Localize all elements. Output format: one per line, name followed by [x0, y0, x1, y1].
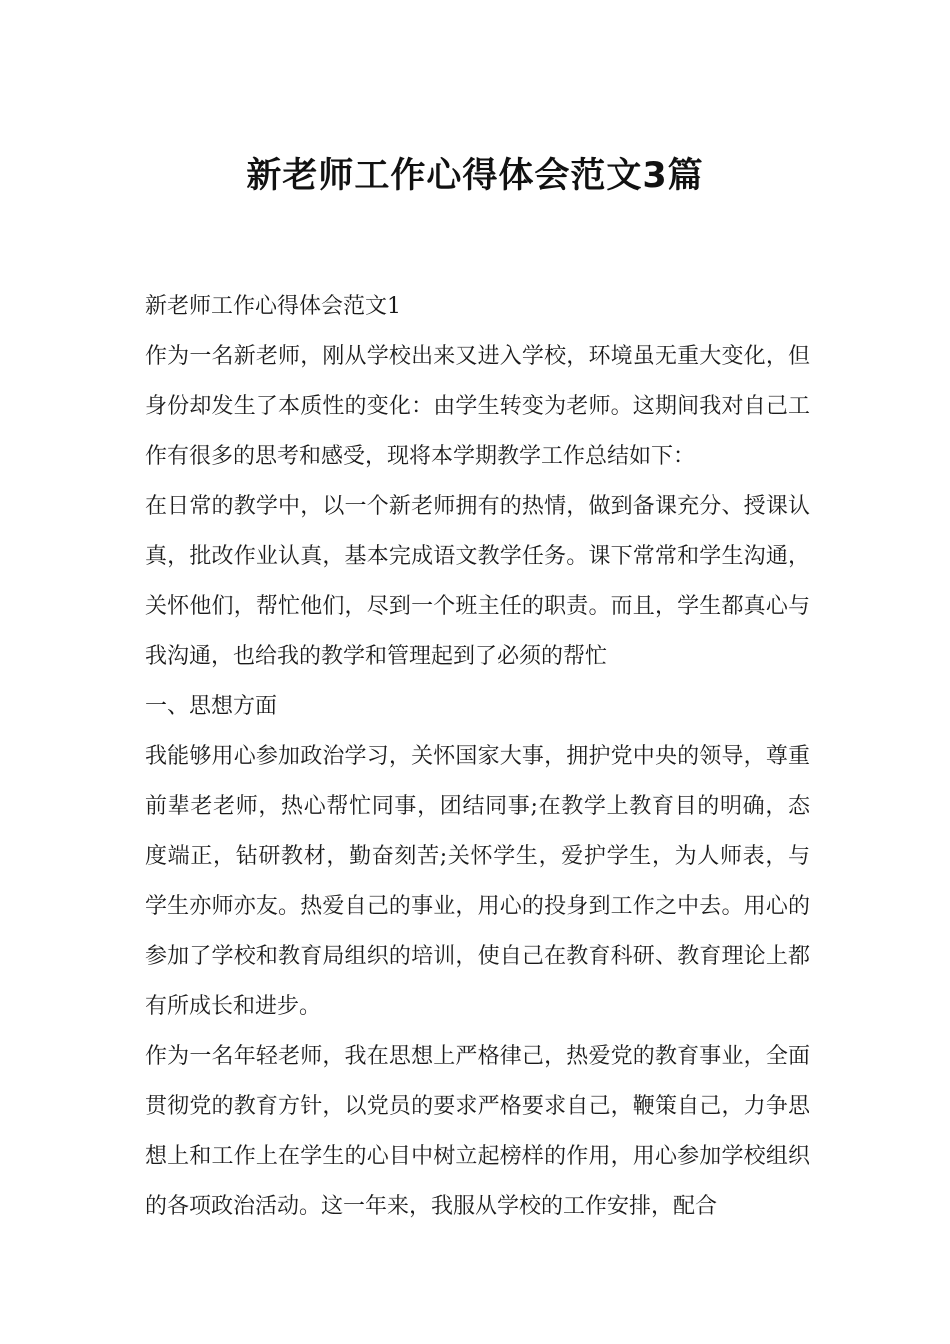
paragraph: 我能够用心参加政治学习，关怀国家大事，拥护党中央的领导，尊重前辈老老师，热心帮忙同事，团结同事;在教学上教育目的明确，态度端正，钻研教材，勤奋刻苦;关怀学生，爱护学生，为人师表，与学生亦师亦友。热爱自己的事业，用心的投身到工作之中去。用心的参加了学校和教育局组织的培训，使自己在教育科研、教育理论上都有所成长和进步。 [145, 744, 810, 1019]
paragraph: 作为一名新老师，刚从学校出来又进入学校，环境虽无重大变化，但身份却发生了本质性的变化：由学生转变为老师。这期间我对自己工作有很多的思考和感受，现将本学期教学工作总结如下： [145, 344, 810, 469]
document-title: 新老师工作心得体会范文3篇 [246, 156, 704, 197]
section-heading: 新老师工作心得体会范文1 [145, 294, 401, 319]
paragraph: 在日常的教学中，以一个新老师拥有的热情，做到备课充分、授课认真，批改作业认真，基本完成语文教学任务。课下常常和学生沟通，关怀他们，帮忙他们，尽到一个班主任的职责。而且，学生都真心与我沟通，也给我的教学和管理起到了必须的帮忙 [145, 494, 810, 669]
document-body [145, 282, 810, 1232]
section-heading: 一、思想方面 [145, 694, 278, 719]
paragraph: 作为一名年轻老师，我在思想上严格律己，热爱党的教育事业，全面贯彻党的教育方针，以党员的要求严格要求自己，鞭策自己，力争思想上和工作上在学生的心目中树立起榜样的作用，用心参加学校组织的各项政治活动。这一年来，我服从学校的工作安排，配合 [145, 1044, 810, 1219]
